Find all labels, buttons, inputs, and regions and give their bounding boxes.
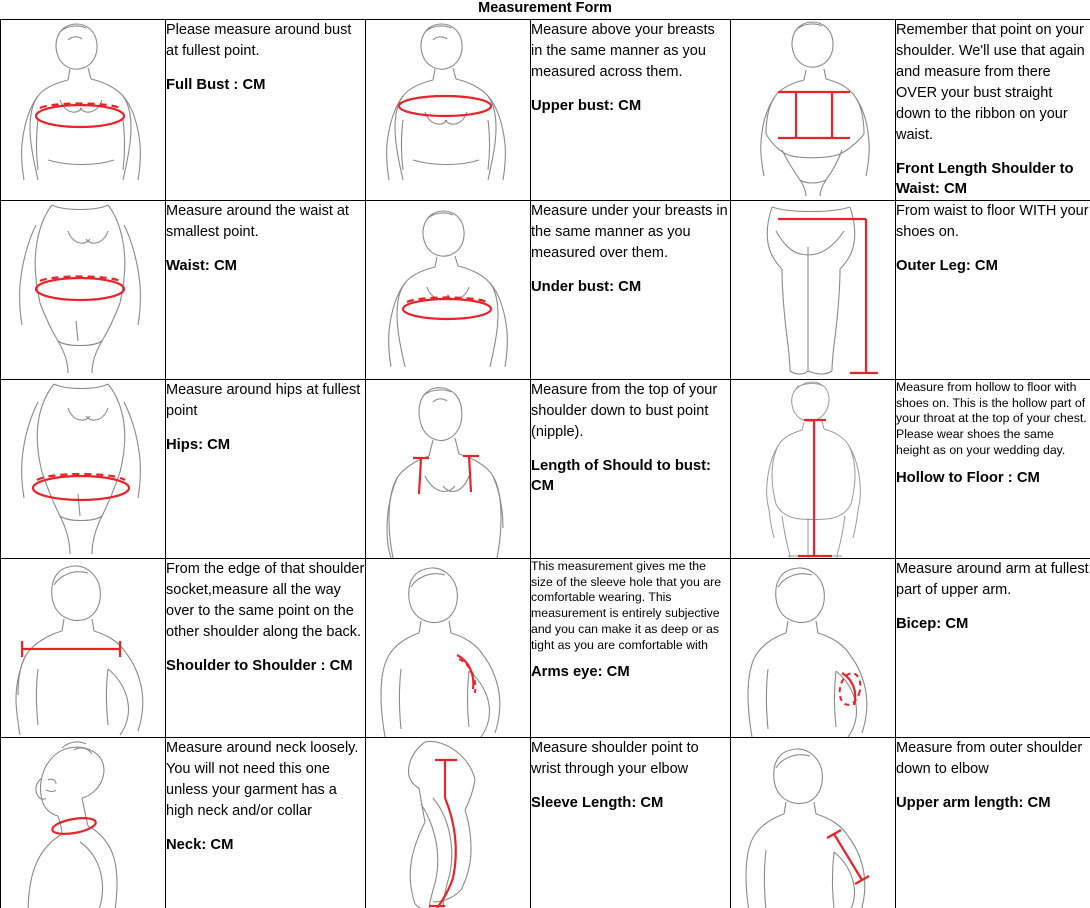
measurement-label: Under bust: CM — [531, 279, 642, 296]
figure-shoulder-to-bust — [366, 379, 531, 558]
measurement-label: Full Bust : CM — [166, 76, 266, 93]
description: This measurement gives me the size of the sleeve hole that you are comfortable wearing. This measurement is entirely subjective and you can make it as deep or as tight as you are comfortable with — [531, 558, 722, 652]
measurement-label: Upper arm length: CM — [896, 795, 1051, 811]
description: Measure around hips at fullest point — [166, 381, 361, 419]
figure-arms-eye — [366, 558, 531, 737]
cell-upper-bust — [531, 19, 731, 200]
description: Measure from the top of your shoulder down to bust point (nipple). — [531, 381, 718, 440]
figure-sleeve-length — [366, 737, 531, 908]
table-row — [1, 19, 1090, 200]
measurement-label: Length of Should to bust: CM — [531, 458, 711, 494]
cell-bicep — [896, 558, 1090, 737]
description: Measure above your breasts in the same manner as you measured across them. — [531, 21, 715, 80]
figure-front-under-bust — [366, 200, 531, 379]
figure-hollow-to-floor — [731, 379, 896, 558]
cell-shoulder-to-shoulder — [166, 558, 366, 737]
page-title: Measurement Form — [478, 0, 612, 16]
cell-front-length-shoulder-to-waist — [896, 19, 1090, 200]
measurement-label: Waist: CM — [166, 258, 237, 274]
figure-neck — [1, 737, 166, 908]
measurement-label: Shoulder to Shoulder : CM — [166, 658, 353, 675]
figure-shoulder-to-shoulder — [1, 558, 166, 737]
figure-front-torso-hips — [1, 379, 166, 558]
cell-neck — [166, 737, 366, 908]
description: Measure shoulder point to wrist through your elbow — [531, 739, 699, 777]
description: Measure from outer shoulder down to elbow — [896, 739, 1083, 777]
cell-hips — [166, 379, 366, 558]
description: Remember that point on your shoulder. We'll use that again and measure from there OVER your bust straight down to the ribbon on your waist. — [896, 21, 1085, 144]
description: From waist to floor WITH your shoes on. — [896, 202, 1089, 240]
measurement-label: Sleeve Length: CM — [531, 795, 664, 811]
table-row — [1, 737, 1090, 908]
description: Measure around arm at fullest part of upper arm. — [896, 560, 1089, 598]
cell-upper-arm-length — [896, 737, 1090, 908]
table-row — [1, 558, 1090, 737]
cell-hollow-to-floor — [896, 379, 1090, 558]
cell-sleeve-length — [531, 737, 731, 908]
measurement-label: Upper bust: CM — [531, 97, 642, 114]
measurement-label: Bicep: CM — [896, 616, 969, 632]
cell-under-bust — [531, 200, 731, 379]
table-row — [1, 379, 1090, 558]
description: Please measure around bust at fullest point. — [166, 21, 352, 59]
figure-front-upper-bust — [366, 19, 531, 200]
description: Measure around the waist at smallest point. — [166, 202, 349, 240]
figure-upper-arm-length — [731, 737, 896, 908]
figure-front-torso-waist — [1, 200, 166, 379]
measurement-label: Hollow to Floor : CM — [896, 469, 1040, 486]
description: Measure from hollow to floor with shoes on. This is the hollow part of your throat at the top of your chest. Please wear shoes the same height as on your wedding day. — [896, 379, 1087, 457]
figure-bicep — [731, 558, 896, 737]
figure-front-shoulder-to-waist — [731, 19, 896, 200]
table-row — [1, 200, 1090, 379]
measurement-label: Neck: CM — [166, 837, 234, 854]
figure-front-torso-bust — [1, 19, 166, 200]
measurement-label: Hips: CM — [166, 437, 231, 453]
description: From the edge of that shoulder socket,measure all the way over to the same point on the other shoulder along the back. — [166, 560, 365, 641]
cell-full-bust — [166, 19, 366, 200]
cell-arms-eye — [531, 558, 731, 737]
figure-back-outer-leg — [731, 200, 896, 379]
measurement-label: Front Length Shoulder to Waist: CM — [896, 161, 1074, 197]
cell-waist — [166, 200, 366, 379]
measurement-label: Outer Leg: CM — [896, 258, 998, 274]
measurement-label: Arms eye: CM — [531, 664, 630, 681]
description: Measure under your breasts in the same manner as you measured over them. — [531, 202, 728, 261]
measurement-table — [0, 19, 1090, 908]
description: Measure around neck loosely. You will not need this one unless your garment has a high neck and/or collar — [166, 739, 359, 820]
cell-length-shoulder-to-bust — [531, 379, 731, 558]
cell-outer-leg — [896, 200, 1090, 379]
